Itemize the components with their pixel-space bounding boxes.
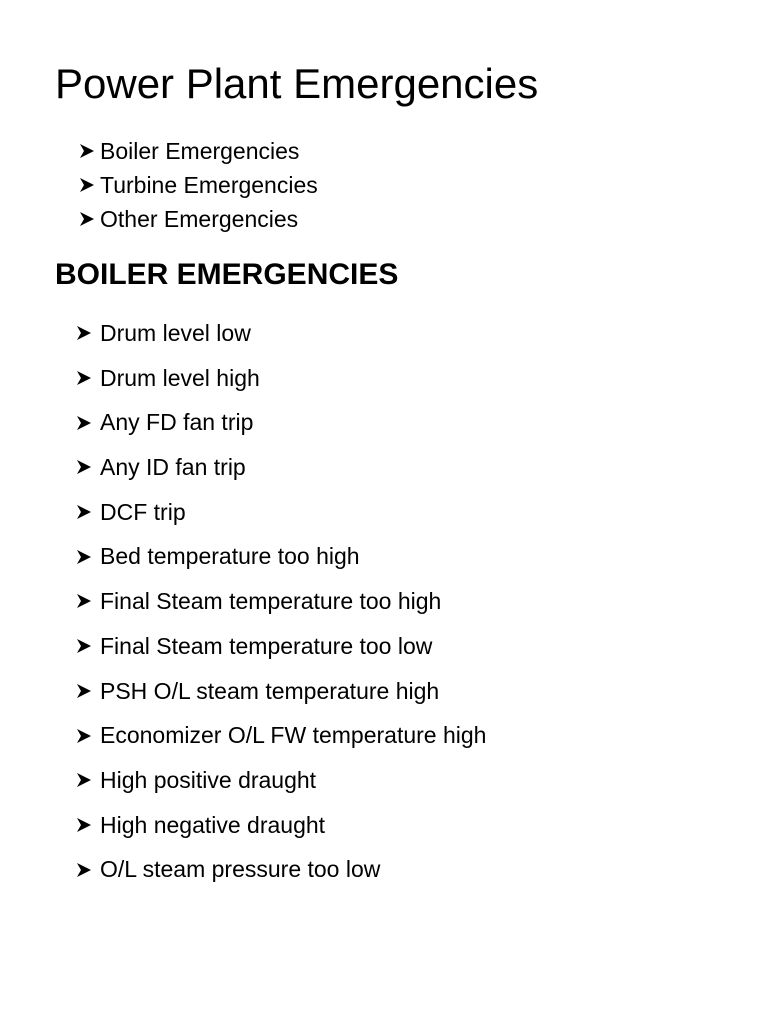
- list-item-text: Any ID fan trip: [100, 454, 246, 481]
- list-item-text: Final Steam temperature too low: [100, 632, 433, 659]
- list-item-text: High positive draught: [100, 766, 317, 793]
- list-item-text: Drum level low: [100, 320, 251, 346]
- list-item-text: Any FD fan trip: [100, 409, 254, 436]
- list-item: [75, 624, 486, 669]
- arrowhead-bullet-icon: [75, 503, 100, 521]
- toc-item-text: Other Emergencies: [100, 206, 299, 232]
- arrowhead-bullet-icon: [78, 210, 100, 228]
- list-item: [75, 713, 486, 758]
- list-item-text: High negative draught: [100, 811, 326, 838]
- section-heading: BOILER EMERGENCIES: [55, 258, 399, 291]
- arrowhead-bullet-icon: [75, 548, 100, 566]
- arrowhead-bullet-icon: [75, 771, 100, 789]
- list-item: [75, 758, 486, 803]
- list-item: [75, 534, 486, 579]
- arrowhead-bullet-icon: [75, 816, 100, 834]
- list-item: [75, 445, 486, 490]
- toc-list: [78, 134, 318, 236]
- list-item: [75, 803, 486, 848]
- list-item: [75, 311, 486, 356]
- arrowhead-bullet-icon: [75, 861, 100, 879]
- list-item-text: Bed temperature too high: [100, 543, 360, 570]
- arrowhead-bullet-icon: [75, 637, 100, 655]
- toc-item-text: Boiler Emergencies: [100, 138, 300, 164]
- arrowhead-bullet-icon: [75, 458, 100, 476]
- emergency-list: [75, 311, 486, 892]
- list-item-text: Economizer O/L FW temperature high: [100, 722, 487, 749]
- list-item-text: Final Steam temperature too high: [100, 588, 442, 615]
- toc-item: [78, 168, 318, 202]
- list-item: [75, 579, 486, 624]
- arrowhead-bullet-icon: [75, 369, 100, 387]
- page-title: Power Plant Emergencies: [55, 60, 539, 107]
- arrowhead-bullet-icon: [75, 414, 100, 432]
- arrowhead-bullet-icon: [75, 682, 100, 700]
- arrowhead-bullet-icon: [75, 324, 100, 342]
- toc-item: [78, 134, 318, 168]
- list-item-text: O/L steam pressure too low: [100, 856, 381, 883]
- list-item: [75, 847, 486, 892]
- list-item-text: PSH O/L steam temperature high: [100, 677, 440, 704]
- arrowhead-bullet-icon: [78, 176, 100, 194]
- toc-item-text: Turbine Emergencies: [100, 172, 318, 198]
- list-item: [75, 669, 486, 714]
- list-item: [75, 356, 486, 401]
- arrowhead-bullet-icon: [78, 142, 100, 160]
- list-item: [75, 490, 486, 535]
- arrowhead-bullet-icon: [75, 727, 100, 745]
- list-item: [75, 400, 486, 445]
- toc-item: [78, 202, 318, 236]
- list-item-text: DCF trip: [100, 498, 186, 525]
- arrowhead-bullet-icon: [75, 592, 100, 610]
- list-item-text: Drum level high: [100, 364, 260, 391]
